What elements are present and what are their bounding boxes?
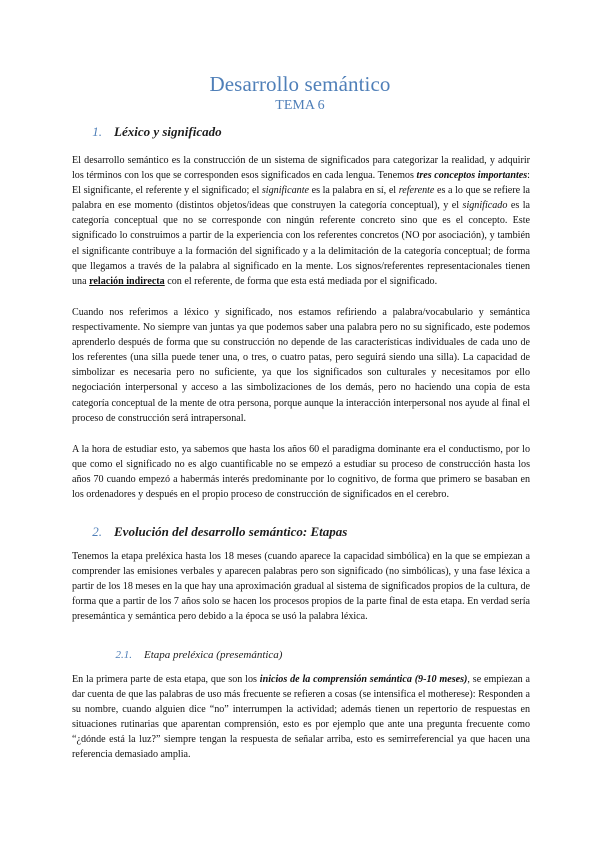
section-number: 1. <box>92 124 102 139</box>
subsection-number: 2.1. <box>115 649 132 661</box>
paragraph-2: Cuando nos referimos a léxico y significado, nos estamos refiriendo a palabra/vocabulario y semántica respectivamente. No siempre van juntas ya que podemos saber una palabra pero no su significado, este podemos aprenderlo después de forma que su construcción no depende de las características individuales de cada uno de los referentes (una silla puede tener una, o tres, o cuatro patas, pero seguirá siendo una silla). La capacidad de simbolizar es necesaria pero no suficiente, ya que los significados son culturales y necesitamos por ello negociación interpersonal y acceso a las simbolizaciones de los demás, pero no haciendo una copia de esta categoría conceptual de la mente de otra persona, porque aunque la interacción interpersonal nos ayude al final el proceso de construcción será intrapersonal. <box>72 307 530 424</box>
section-heading-1 <box>72 124 222 140</box>
text-emphasis: referente <box>398 185 435 197</box>
text: : El significante, el referente y el significado; el <box>72 170 530 197</box>
section-title: Evolución del desarrollo semántico: Etapas <box>114 524 348 539</box>
paragraph-5 <box>72 672 530 763</box>
text: El desarrollo semántico es la construcción de un sistema de significados para categorizar la realidad, y adquirir los términos con los que se corresponden esos significados en cada lengua. Tenemos <box>72 155 530 182</box>
text-emphasis: tres conceptos importantes <box>416 170 528 182</box>
subsection-heading <box>72 649 282 661</box>
paragraph-1 <box>72 153 530 289</box>
text: En la primera parte de esta etapa, que son los <box>72 674 260 685</box>
text-emphasis: significante <box>261 185 309 197</box>
section-title: Léxico y significado <box>114 124 222 139</box>
text: es la palabra en sí, el <box>308 185 399 197</box>
paragraph-4: Tenemos la etapa preléxica hasta los 18 meses (cuando aparece la capacidad simbólica) en la que se empiezan a comprender las emisiones verbales y aparecen palabras pero son significado (no simbólicas), y una fase léxica a partir de los 18 meses en la que hay una aproximación gradual al sistema de significados propios de la cultura, de forma que a partir de los 7 años solo se hacen los procesos propios de la parte final de esta etapa. En verdad sería presemántica y semántica pero debido a la época se usó la palabra léxica. <box>72 551 530 623</box>
paragraph-3: A la hora de estudiar esto, ya sabemos que hasta los años 60 el paradigma dominante era el conductismo, por lo que como el significado no es algo cuantificable no se empezó a estudiar su proceso de construcción hasta los años 70 cuando empezó a habermás interés predominante por lo cognitivo, de forma que primero se basaban en los ordenadores y después en el propio proceso de construcción de significados en el cerebro. <box>72 444 530 501</box>
text-emphasis: significado <box>462 200 508 212</box>
text-underlined: relación indirecta <box>89 275 165 287</box>
text-emphasis: inicios de la comprensión semántica (9-10 meses) <box>259 674 468 685</box>
page-title: Desarrollo semántico <box>209 72 391 96</box>
text: , se empiezan a dar cuenta de que las palabras de uso más frecuente se refieren a cosas (se intensifica el motherese): Responden a su nombre, cuando alguien dice “no” interrumpen la actividad; además tienen un repertorio de respuestas en situaciones rutinarias que aparentan comprensión, esto es por ejemplo que ante una pregunta frecuente como “¿dónde está la luz?” siempre tengan la respuesta de señalar arriba, esto es semirreferencial ya que hacen una referencia demasiado amplia. <box>72 674 530 761</box>
subsection-title: Etapa preléxica (presemántica) <box>144 649 283 661</box>
text: es la categoría conceptual que no se corresponde con ningún referente concreto sino que es el concepto. Este significado lo construimos a partir de la experiencia con los referentes concretos (NO por asociación), y también el significante contribuye a la formación del significado y a la delimitación de la categoría conceptual; de forma que llegamos a través de la palabra al significado en la mente. Los signos/referentes representacionales tienen una <box>72 200 530 287</box>
section-heading-2 <box>72 524 347 540</box>
section-number: 2. <box>92 524 102 539</box>
text: es a lo que se refiere la palabra en ese momento (distintos objetos/ideas que construyen la categoría conceptual), y el <box>72 185 531 212</box>
page-subtitle: TEMA 6 <box>275 98 325 113</box>
text: con el referente, de forma que esta está mediada por el significado. <box>164 275 438 287</box>
